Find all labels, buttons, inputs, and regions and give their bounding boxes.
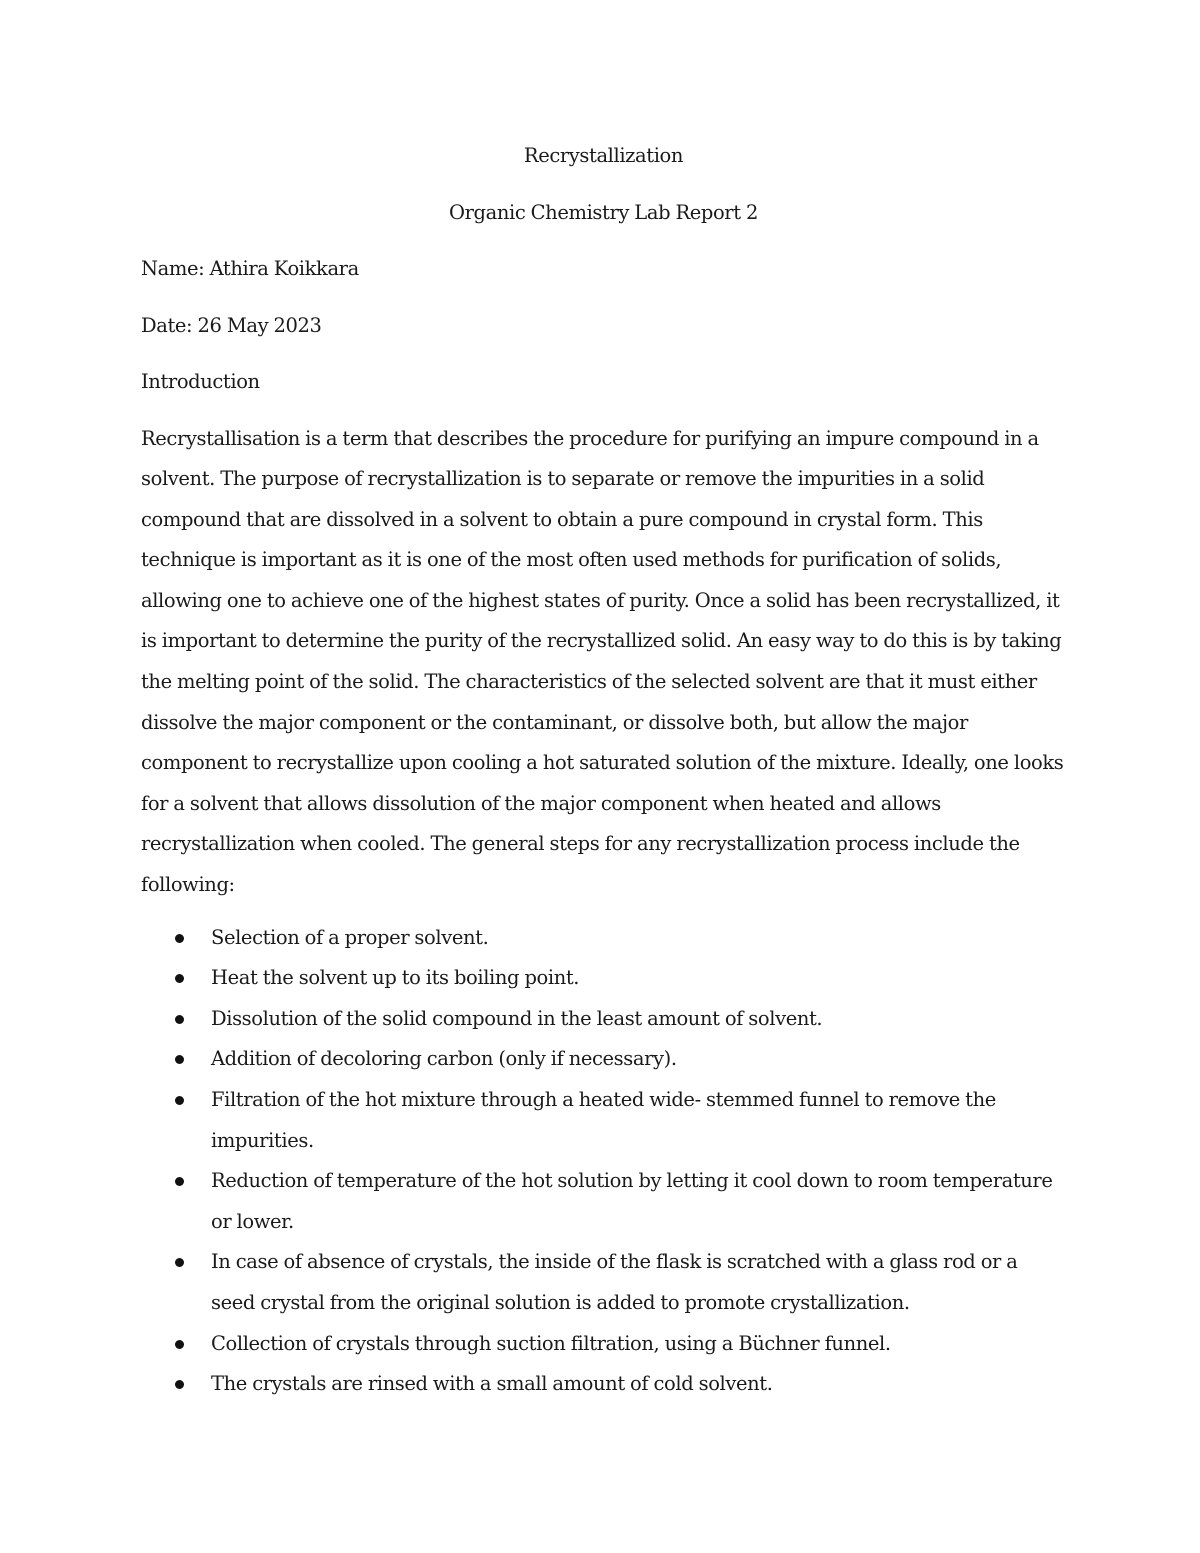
steps-list <box>141 918 1066 1405</box>
bullet-icon <box>175 934 184 943</box>
list-item-text: The crystals are rinsed with a small amount of cold solvent. <box>211 1372 773 1396</box>
list-item <box>141 1080 1066 1161</box>
list-item <box>141 918 1066 959</box>
list-item-text: Collection of crystals through suction filtration, using a Büchner funnel. <box>211 1331 891 1355</box>
list-item-text: Dissolution of the solid compound in the least amount of solvent. <box>211 1006 823 1030</box>
list-item-text: Reduction of temperature of the hot solution by letting it cool down to room temperature or lower. <box>211 1169 1053 1233</box>
bullet-icon <box>175 1340 184 1349</box>
document-body <box>141 136 1066 1405</box>
bullet-icon <box>175 974 184 983</box>
bullet-icon <box>175 1177 184 1186</box>
report-date: Date: 26 May 2023 <box>141 313 322 337</box>
author-name: Name: Athira Koikkara <box>141 257 359 280</box>
list-item <box>141 958 1066 999</box>
bullet-icon <box>175 1055 184 1064</box>
list-item <box>141 1039 1066 1080</box>
list-item <box>141 1161 1066 1242</box>
list-item-text: In case of absence of crystals, the inside of the flask is scratched with a glass rod or a seed crystal from the original solution is added to promote crystallization. <box>211 1250 1018 1314</box>
bullet-icon <box>175 1015 184 1024</box>
list-item <box>141 999 1066 1040</box>
section-heading-introduction: Introduction <box>141 370 260 393</box>
list-item <box>141 1364 1066 1405</box>
bullet-icon <box>175 1258 184 1267</box>
list-item-text: Selection of a proper solvent. <box>211 925 489 949</box>
list-item-text: Heat the solvent up to its boiling point. <box>211 966 580 990</box>
list-item <box>141 1324 1066 1365</box>
bullet-icon <box>175 1380 184 1389</box>
document-subtitle: Organic Chemistry Lab Report 2 <box>449 200 758 224</box>
list-item-text: Filtration of the hot mixture through a heated wide- stemmed funnel to remove the impurities. <box>211 1088 996 1152</box>
document-title: Recrystallization <box>523 144 684 167</box>
bullet-icon <box>175 1096 184 1105</box>
list-item <box>141 1242 1066 1323</box>
intro-paragraph: Recrystallisation is a term that describes the procedure for purifying an impure compound in a solvent. The purpose of recrystallization is to separate or remove the impurities in a solid compound that are dissolved in a solvent to obtain a pure compound in crystal form. This technique is important as it is one of the most often used methods for purification of solids, allowing one to achieve one of the highest states of purity. Once a solid has been recrystallized, it is important to determine the purity of the recrystallized solid. An easy way to do this is by taking the melting point of the solid. The characteristics of the selected solvent are that it must either dissolve the major component or the contaminant, or dissolve both, but allow the major component to recrystallize upon cooling a hot saturated solution of the mixture. Ideally, one looks for a solvent that allows dissolution of the major component when heated and allows recrystallization when cooled. The general steps for any recrystallization process include the following: <box>141 426 1064 897</box>
list-item-text: Addition of decoloring carbon (only if necessary). <box>211 1047 677 1071</box>
